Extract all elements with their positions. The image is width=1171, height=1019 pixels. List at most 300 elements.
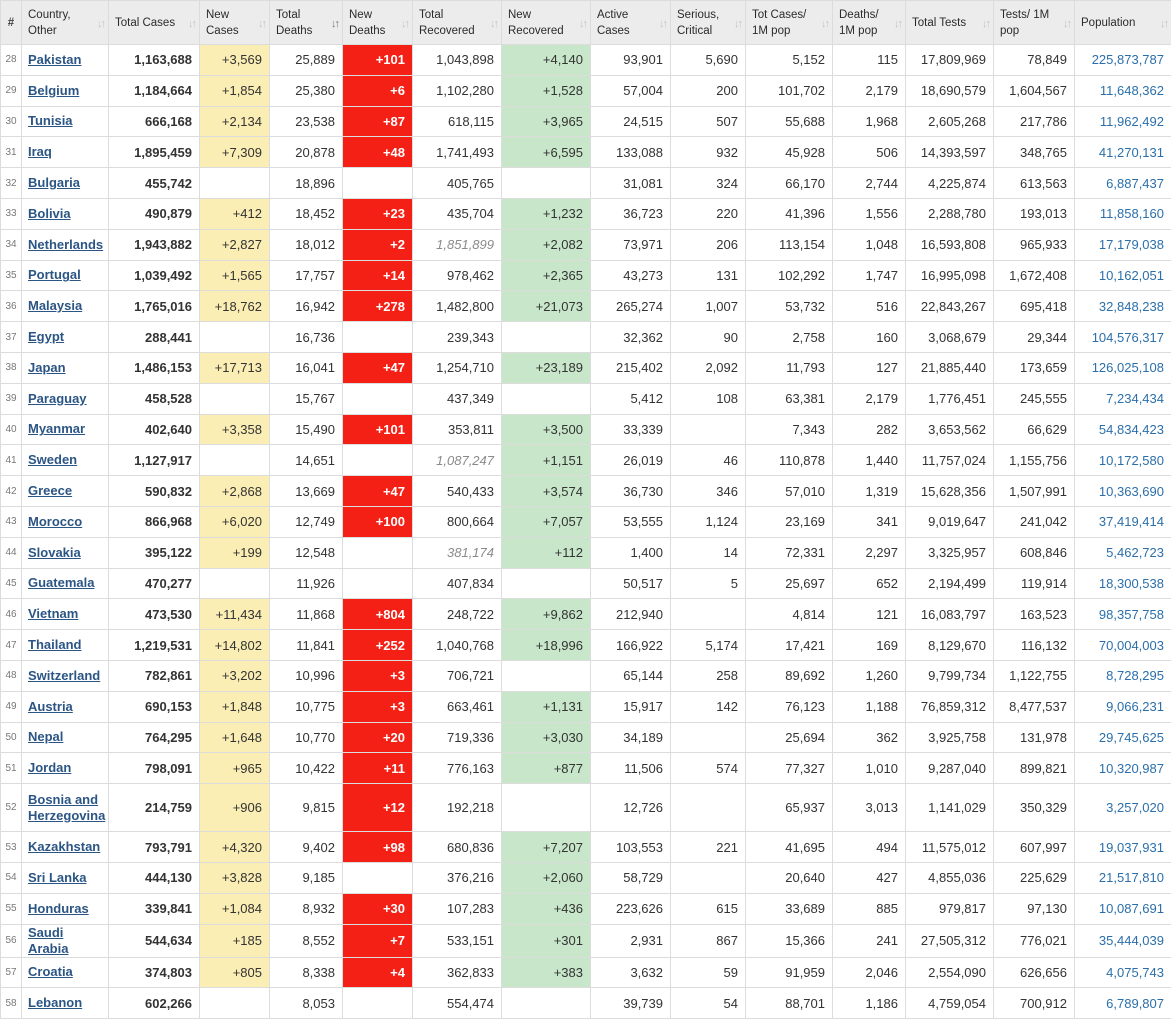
cell-new-cases: +14,802 [200, 630, 270, 661]
cell-new-cases: +1,648 [200, 722, 270, 753]
cell-serious-critical: 867 [671, 924, 746, 957]
cell-population [1075, 988, 1171, 1019]
country-link[interactable]: Netherlands [28, 237, 103, 252]
cell-new-deaths [343, 537, 413, 568]
cell-active-cases: 36,723 [591, 198, 671, 229]
table-row [1, 630, 1171, 661]
cell-tot-cases-per-1m: 91,959 [746, 957, 833, 988]
cell-tests-per-1m: 97,130 [994, 893, 1075, 924]
cell-total-tests: 4,225,874 [906, 168, 994, 199]
cell-total-tests: 17,809,969 [906, 45, 994, 76]
table-row [1, 691, 1171, 722]
column-header-total-cases[interactable] [109, 1, 200, 45]
country-link[interactable]: Myanmar [28, 421, 85, 436]
cell-population [1075, 924, 1171, 957]
cell-new-cases: +2,868 [200, 476, 270, 507]
cell-active-cases: 166,922 [591, 630, 671, 661]
column-header-total-recovered[interactable] [413, 1, 502, 45]
cell-active-cases: 103,553 [591, 832, 671, 863]
country-link[interactable]: Croatia [28, 964, 73, 979]
cell-serious-critical: 574 [671, 753, 746, 784]
cell-deaths-per-1m: 1,319 [833, 476, 906, 507]
cell-total-deaths: 9,185 [270, 862, 343, 893]
cell-total-cases: 1,163,688 [109, 45, 200, 76]
population-link[interactable]: 37,419,414 [1099, 514, 1164, 529]
table-row [1, 568, 1171, 599]
population-link[interactable]: 35,444,039 [1099, 933, 1164, 948]
cell-total-deaths: 10,770 [270, 722, 343, 753]
country-link[interactable]: Greece [28, 483, 72, 498]
cell-population [1075, 414, 1171, 445]
cell-serious-critical: 46 [671, 445, 746, 476]
cell-country [22, 988, 109, 1019]
cell-total-recovered: 1,043,898 [413, 45, 502, 76]
cell-country [22, 137, 109, 168]
cell-new-deaths: +20 [343, 722, 413, 753]
cell-country [22, 722, 109, 753]
cell-active-cases: 1,400 [591, 537, 671, 568]
population-link[interactable]: 41,270,131 [1099, 145, 1164, 160]
table-row [1, 599, 1171, 630]
population-link[interactable]: 10,363,690 [1099, 484, 1164, 499]
cell-new-deaths: +7 [343, 924, 413, 957]
country-link[interactable]: Morocco [28, 514, 82, 529]
cell-new-recovered [502, 383, 591, 414]
column-header-population[interactable] [1075, 1, 1171, 45]
cell-total-tests: 4,759,054 [906, 988, 994, 1019]
cell-rank: 28 [1, 45, 22, 76]
cell-new-deaths: +3 [343, 691, 413, 722]
cell-tot-cases-per-1m: 45,928 [746, 137, 833, 168]
cell-tot-cases-per-1m: 7,343 [746, 414, 833, 445]
cell-tests-per-1m: 608,846 [994, 537, 1075, 568]
country-link[interactable]: Malaysia [28, 298, 82, 313]
cell-serious-critical: 1,007 [671, 291, 746, 322]
cell-total-tests: 8,129,670 [906, 630, 994, 661]
sort-arrows-icon[interactable]: ↓↑ [1160, 16, 1167, 32]
cell-total-deaths: 8,552 [270, 924, 343, 957]
cell-new-recovered [502, 168, 591, 199]
column-header-label: New Cases [206, 9, 239, 37]
cell-tot-cases-per-1m: 33,689 [746, 893, 833, 924]
cell-new-cases [200, 322, 270, 353]
country-link[interactable]: Honduras [28, 901, 89, 916]
cell-tests-per-1m: 119,914 [994, 568, 1075, 599]
cell-country [22, 691, 109, 722]
cell-new-deaths: +252 [343, 630, 413, 661]
population-link[interactable]: 3,257,020 [1106, 800, 1164, 815]
country-link[interactable]: Belgium [28, 83, 79, 98]
country-link[interactable]: Egypt [28, 329, 64, 344]
cell-total-recovered: 663,461 [413, 691, 502, 722]
column-header-new-recovered[interactable] [502, 1, 591, 45]
cell-new-cases: +906 [200, 784, 270, 832]
population-link[interactable]: 225,873,787 [1092, 52, 1164, 67]
cell-country [22, 322, 109, 353]
cell-serious-critical: 59 [671, 957, 746, 988]
cell-active-cases: 223,626 [591, 893, 671, 924]
column-header-label: Tests/ 1M pop [1000, 9, 1049, 37]
cell-new-recovered: +2,365 [502, 260, 591, 291]
country-link[interactable]: Pakistan [28, 52, 81, 67]
cell-new-recovered: +1,131 [502, 691, 591, 722]
population-link[interactable]: 6,887,437 [1106, 176, 1164, 191]
population-link[interactable]: 10,162,051 [1099, 268, 1164, 283]
sort-arrows-icon[interactable]: ↓↑ [579, 16, 586, 32]
population-link[interactable]: 104,576,317 [1092, 330, 1164, 345]
population-link[interactable]: 11,648,362 [1100, 83, 1164, 98]
country-link[interactable]: Kazakhstan [28, 839, 100, 854]
cell-deaths-per-1m: 121 [833, 599, 906, 630]
country-link[interactable]: Jordan [28, 760, 71, 775]
column-header-country[interactable] [22, 1, 109, 45]
cell-new-deaths [343, 383, 413, 414]
country-link[interactable]: Vietnam [28, 606, 78, 621]
cell-total-tests: 2,288,780 [906, 198, 994, 229]
cell-total-recovered: 192,218 [413, 784, 502, 832]
cell-total-cases: 690,153 [109, 691, 200, 722]
cell-tests-per-1m: 66,629 [994, 414, 1075, 445]
cell-tests-per-1m: 899,821 [994, 753, 1075, 784]
cell-population [1075, 291, 1171, 322]
population-link[interactable]: 4,075,743 [1106, 965, 1164, 980]
country-link[interactable]: Thailand [28, 637, 81, 652]
cell-population [1075, 476, 1171, 507]
sort-arrows-icon[interactable]: ↓↑ [734, 16, 741, 32]
cell-new-recovered: +6,595 [502, 137, 591, 168]
column-header-active-cases[interactable] [591, 1, 671, 45]
cell-total-cases: 602,266 [109, 988, 200, 1019]
cell-population [1075, 537, 1171, 568]
cell-total-tests: 16,083,797 [906, 599, 994, 630]
country-link[interactable]: Tunisia [28, 113, 73, 128]
cell-rank: 40 [1, 414, 22, 445]
cell-total-cases: 866,968 [109, 506, 200, 537]
country-link[interactable]: Iraq [28, 144, 52, 159]
cell-new-recovered [502, 988, 591, 1019]
cell-deaths-per-1m: 885 [833, 893, 906, 924]
country-link[interactable]: Sri Lanka [28, 870, 87, 885]
cell-total-recovered: 437,349 [413, 383, 502, 414]
cell-country [22, 291, 109, 322]
cell-country [22, 832, 109, 863]
cell-new-deaths: +23 [343, 198, 413, 229]
cell-total-deaths: 9,402 [270, 832, 343, 863]
country-link[interactable]: Sweden [28, 452, 77, 467]
cell-total-deaths: 12,548 [270, 537, 343, 568]
cell-tests-per-1m: 695,418 [994, 291, 1075, 322]
cell-total-deaths: 8,053 [270, 988, 343, 1019]
table-row [1, 260, 1171, 291]
cell-deaths-per-1m: 2,179 [833, 75, 906, 106]
cell-new-deaths: +30 [343, 893, 413, 924]
cell-tot-cases-per-1m: 11,793 [746, 352, 833, 383]
population-link[interactable]: 19,037,931 [1099, 840, 1164, 855]
cell-tests-per-1m: 78,849 [994, 45, 1075, 76]
cell-rank: 37 [1, 322, 22, 353]
cell-deaths-per-1m: 1,010 [833, 753, 906, 784]
cell-new-deaths: +48 [343, 137, 413, 168]
population-link[interactable]: 126,025,108 [1092, 360, 1164, 375]
cell-total-cases: 473,530 [109, 599, 200, 630]
cell-serious-critical: 108 [671, 383, 746, 414]
cell-tests-per-1m: 1,122,755 [994, 660, 1075, 691]
population-link[interactable]: 11,858,160 [1100, 206, 1164, 221]
population-link[interactable]: 9,066,231 [1106, 699, 1164, 714]
table-header-row [1, 1, 1171, 45]
cell-active-cases: 26,019 [591, 445, 671, 476]
table-row [1, 988, 1171, 1019]
cell-new-recovered: +1,151 [502, 445, 591, 476]
population-link[interactable]: 11,962,492 [1100, 114, 1164, 129]
cell-population [1075, 75, 1171, 106]
cell-total-cases: 1,486,153 [109, 352, 200, 383]
cell-tests-per-1m: 1,672,408 [994, 260, 1075, 291]
sort-arrows-icon[interactable]: ↓↑ [258, 16, 265, 32]
cell-total-tests: 27,505,312 [906, 924, 994, 957]
sort-arrows-icon[interactable]: ↓↑ [331, 16, 338, 32]
table-row [1, 924, 1171, 957]
cell-population [1075, 322, 1171, 353]
sort-arrows-icon[interactable]: ↓↑ [188, 16, 195, 32]
cell-rank: 52 [1, 784, 22, 832]
cell-country [22, 957, 109, 988]
country-link[interactable]: Switzerland [28, 668, 100, 683]
cell-active-cases: 50,517 [591, 568, 671, 599]
column-header-label: # [8, 17, 14, 29]
cell-population [1075, 568, 1171, 599]
cell-country [22, 506, 109, 537]
cell-tests-per-1m: 116,132 [994, 630, 1075, 661]
cell-total-tests: 21,885,440 [906, 352, 994, 383]
cell-rank: 32 [1, 168, 22, 199]
cell-total-deaths: 25,889 [270, 45, 343, 76]
cell-new-cases: +4,320 [200, 832, 270, 863]
population-link[interactable]: 18,300,538 [1099, 576, 1164, 591]
sort-arrows-icon[interactable]: ↓↑ [821, 16, 828, 32]
cell-total-tests: 15,628,356 [906, 476, 994, 507]
sort-arrows-icon[interactable]: ↓↑ [982, 16, 989, 32]
column-header-new-deaths[interactable] [343, 1, 413, 45]
cell-tot-cases-per-1m: 63,381 [746, 383, 833, 414]
column-header-rank [1, 1, 22, 45]
column-header-total-deaths[interactable] [270, 1, 343, 45]
cell-rank: 34 [1, 229, 22, 260]
cell-country [22, 599, 109, 630]
cell-total-tests: 9,799,734 [906, 660, 994, 691]
cell-total-tests: 76,859,312 [906, 691, 994, 722]
cell-total-deaths: 18,896 [270, 168, 343, 199]
cell-total-tests: 2,605,268 [906, 106, 994, 137]
population-link[interactable]: 21,517,810 [1099, 870, 1164, 885]
cell-total-tests: 22,843,267 [906, 291, 994, 322]
cell-active-cases: 43,273 [591, 260, 671, 291]
population-link[interactable]: 5,462,723 [1106, 545, 1164, 560]
table-row [1, 957, 1171, 988]
cell-active-cases: 212,940 [591, 599, 671, 630]
cell-country [22, 45, 109, 76]
country-link[interactable]: Japan [28, 360, 66, 375]
cell-active-cases: 33,339 [591, 414, 671, 445]
cell-total-recovered: 533,151 [413, 924, 502, 957]
country-link[interactable]: Bulgaria [28, 175, 80, 190]
cell-deaths-per-1m: 241 [833, 924, 906, 957]
cell-serious-critical: 258 [671, 660, 746, 691]
cell-new-cases: +1,848 [200, 691, 270, 722]
country-link[interactable]: Portugal [28, 267, 81, 282]
cell-tests-per-1m: 613,563 [994, 168, 1075, 199]
cell-tests-per-1m: 245,555 [994, 383, 1075, 414]
cell-new-cases: +7,309 [200, 137, 270, 168]
population-link[interactable]: 98,357,758 [1099, 607, 1164, 622]
cell-rank: 46 [1, 599, 22, 630]
country-link[interactable]: Slovakia [28, 545, 81, 560]
cell-active-cases: 57,004 [591, 75, 671, 106]
cell-tot-cases-per-1m: 65,937 [746, 784, 833, 832]
cell-tot-cases-per-1m: 88,701 [746, 988, 833, 1019]
cell-deaths-per-1m: 1,556 [833, 198, 906, 229]
cell-new-recovered: +301 [502, 924, 591, 957]
cell-population [1075, 506, 1171, 537]
cell-deaths-per-1m: 506 [833, 137, 906, 168]
cell-total-tests: 2,554,090 [906, 957, 994, 988]
sort-arrows-icon[interactable]: ↓↑ [659, 16, 666, 32]
population-link[interactable]: 6,789,807 [1106, 996, 1164, 1011]
country-link[interactable]: Saudi Arabia [28, 925, 68, 956]
population-link[interactable]: 29,745,625 [1099, 730, 1164, 745]
cell-total-deaths: 18,452 [270, 198, 343, 229]
cell-deaths-per-1m: 2,297 [833, 537, 906, 568]
column-header-tot-cases-1m[interactable] [746, 1, 833, 45]
cell-serious-critical: 5 [671, 568, 746, 599]
cell-tests-per-1m: 607,997 [994, 832, 1075, 863]
country-link[interactable]: Bosnia and Herzegovina [28, 792, 105, 823]
table-row [1, 229, 1171, 260]
sort-arrows-icon[interactable]: ↓↑ [401, 16, 408, 32]
population-link[interactable]: 10,320,987 [1099, 761, 1164, 776]
country-link[interactable]: Lebanon [28, 995, 82, 1010]
cell-tot-cases-per-1m: 102,292 [746, 260, 833, 291]
cell-new-recovered [502, 568, 591, 599]
cell-total-tests: 979,817 [906, 893, 994, 924]
column-header-deaths-1m[interactable] [833, 1, 906, 45]
cell-serious-critical: 14 [671, 537, 746, 568]
cell-total-tests: 3,068,679 [906, 322, 994, 353]
table-row [1, 722, 1171, 753]
cell-active-cases: 11,506 [591, 753, 671, 784]
cell-population [1075, 599, 1171, 630]
country-link[interactable]: Nepal [28, 729, 63, 744]
table-row [1, 862, 1171, 893]
cell-new-deaths: +12 [343, 784, 413, 832]
country-link[interactable]: Austria [28, 699, 73, 714]
population-link[interactable]: 10,172,580 [1099, 453, 1164, 468]
cell-tot-cases-per-1m: 77,327 [746, 753, 833, 784]
column-header-new-cases[interactable] [200, 1, 270, 45]
cell-serious-critical: 5,174 [671, 630, 746, 661]
cell-country [22, 352, 109, 383]
cell-tot-cases-per-1m: 76,123 [746, 691, 833, 722]
cell-total-recovered: 1,851,899 [413, 229, 502, 260]
cell-active-cases: 3,632 [591, 957, 671, 988]
cell-new-cases: +805 [200, 957, 270, 988]
cell-tests-per-1m: 1,604,567 [994, 75, 1075, 106]
cell-total-cases: 590,832 [109, 476, 200, 507]
cell-rank: 51 [1, 753, 22, 784]
population-link[interactable]: 70,004,003 [1099, 638, 1164, 653]
cell-total-recovered: 407,834 [413, 568, 502, 599]
cell-total-deaths: 11,926 [270, 568, 343, 599]
cell-new-cases [200, 383, 270, 414]
cell-new-cases: +3,358 [200, 414, 270, 445]
cell-new-recovered: +877 [502, 753, 591, 784]
cell-total-recovered: 353,811 [413, 414, 502, 445]
column-header-serious-critical[interactable] [671, 1, 746, 45]
cell-rank: 31 [1, 137, 22, 168]
sort-arrows-icon[interactable]: ↓↑ [490, 16, 497, 32]
cell-new-cases: +11,434 [200, 599, 270, 630]
cell-new-deaths: +278 [343, 291, 413, 322]
cell-total-recovered: 800,664 [413, 506, 502, 537]
population-link[interactable]: 8,728,295 [1106, 668, 1164, 683]
cell-new-deaths: +47 [343, 476, 413, 507]
cell-new-deaths: +14 [343, 260, 413, 291]
cell-serious-critical: 507 [671, 106, 746, 137]
country-link[interactable]: Bolivia [28, 206, 71, 221]
cell-total-recovered: 405,765 [413, 168, 502, 199]
column-header-label: Total Deaths [276, 9, 312, 37]
country-link[interactable]: Guatemala [28, 575, 94, 590]
population-link[interactable]: 17,179,038 [1099, 237, 1164, 252]
cell-new-recovered: +1,232 [502, 198, 591, 229]
cell-serious-critical [671, 414, 746, 445]
population-link[interactable]: 7,234,434 [1106, 391, 1164, 406]
column-header-tests-1m[interactable] [994, 1, 1075, 45]
cell-deaths-per-1m: 1,188 [833, 691, 906, 722]
cell-total-deaths: 16,736 [270, 322, 343, 353]
cell-population [1075, 630, 1171, 661]
cell-rank: 38 [1, 352, 22, 383]
cell-total-deaths: 10,996 [270, 660, 343, 691]
population-link[interactable]: 54,834,423 [1099, 422, 1164, 437]
table-row [1, 322, 1171, 353]
sort-arrows-icon[interactable]: ↓↑ [97, 16, 104, 32]
cell-total-cases: 544,634 [109, 924, 200, 957]
country-link[interactable]: Paraguay [28, 391, 87, 406]
column-header-label: New Recovered [508, 9, 564, 37]
cell-active-cases: 31,081 [591, 168, 671, 199]
cell-total-cases: 214,759 [109, 784, 200, 832]
sort-arrows-icon[interactable]: ↓↑ [1063, 16, 1070, 32]
cell-total-tests: 16,995,098 [906, 260, 994, 291]
cell-new-cases: +965 [200, 753, 270, 784]
cell-country [22, 168, 109, 199]
sort-arrows-icon[interactable]: ↓↑ [894, 16, 901, 32]
cell-total-recovered: 719,336 [413, 722, 502, 753]
cell-total-recovered: 1,087,247 [413, 445, 502, 476]
cell-serious-critical: 221 [671, 832, 746, 863]
cell-tot-cases-per-1m: 20,640 [746, 862, 833, 893]
cell-total-cases: 470,277 [109, 568, 200, 599]
cell-deaths-per-1m: 427 [833, 862, 906, 893]
column-header-label: Population [1081, 17, 1135, 29]
population-link[interactable]: 32,848,238 [1099, 299, 1164, 314]
cell-serious-critical: 324 [671, 168, 746, 199]
population-link[interactable]: 10,087,691 [1099, 901, 1164, 916]
column-header-label: Tot Cases/ 1M pop [752, 9, 806, 37]
column-header-total-tests[interactable] [906, 1, 994, 45]
cell-total-cases: 1,039,492 [109, 260, 200, 291]
